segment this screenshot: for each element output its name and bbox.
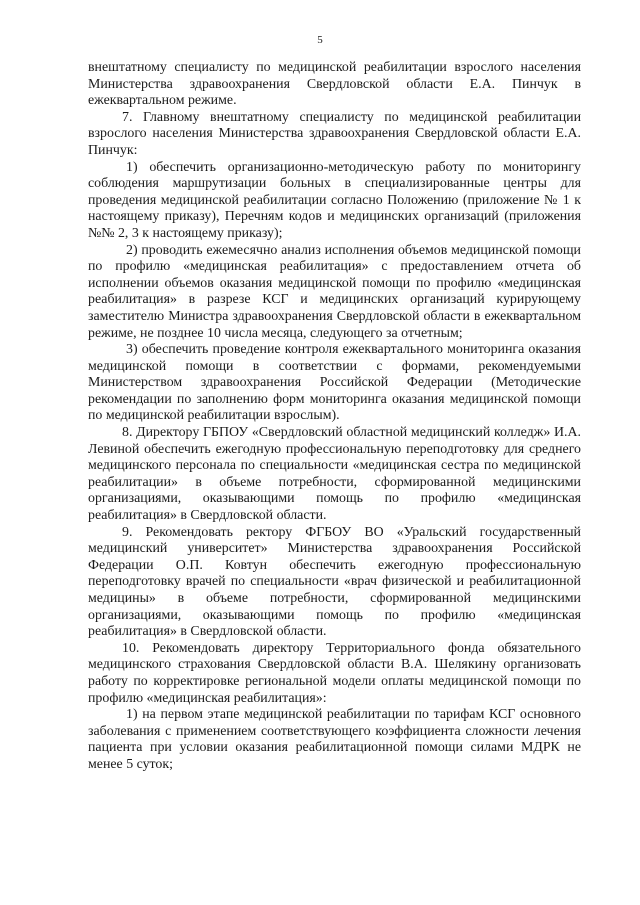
paragraph-7: 7. Главному внештатному специалисту по медицинской реабилитации взрослого населения Министерства здравоохранения Свердловской области Е.А. Пинчук: xyxy=(88,109,581,158)
document-body xyxy=(88,60,581,774)
paragraph-6-continuation: внештатному специалисту по медицинской реабилитации взрослого населения Министерства здравоохранения Свердловской области Е.А. Пинчук в ежеквартальном режиме. xyxy=(88,60,581,109)
paragraph-9: 9. Рекомендовать ректору ФГБОУ ВО «Уральский государственный медицинский университет» Министерства здравоохранения Российской Федерации О.П. Ковтун обеспечить ежегодную профессиональную переподготовку врачей по специальности «врач физической и реабилитационной медицины» в объеме потребности, сформированной медицинскими организациями, оказывающими помощь по профилю «медицинская реабилитация» в Свердловской области. xyxy=(88,524,581,640)
page-number: 5 xyxy=(317,34,323,46)
paragraph-8: 8. Директору ГБПОУ «Свердловский областной медицинский колледж» И.А. Левиной обеспечить ежегодную профессиональную переподготовку для среднего медицинского персонала по специальности «медицинская сестра по медицинской реабилитации» в объеме потребности, сформированной медицинскими организациями, оказывающими помощь по профилю «медицинская реабилитация» в Свердловской области. xyxy=(88,425,581,524)
paragraph-10: 10. Рекомендовать директору Территориального фонда обязательного медицинского страхования Свердловской области В.А. Шелякину организовать работу по корректировке региональной модели оплаты медицинской помощи по профилю «медицинская реабилитация»: xyxy=(88,640,581,706)
paragraph-7-item-2: 2) проводить ежемесячно анализ исполнения объемов медицинской помощи по профилю «медицинская реабилитация» с предоставлением отчета об исполнении объемов оказания медицинской помощи по профилю «медицинская реабилитация» в разрезе КСГ и медицинских организаций курирующему заместителю Министра здравоохранения Свердловской области в ежеквартальном режиме, не позднее 10 числа месяца, следующего за отчетным; xyxy=(88,242,581,341)
paragraph-7-item-3: 3) обеспечить проведение контроля ежеквартального мониторинга оказания медицинской помощи в соответствии с формами, рекомендуемыми Министерством здравоохранения Российской Федерации (Методические рекомендации по заполнению форм мониторинга оказания медицинской помощи по медицинской реабилитации взрослым). xyxy=(88,342,581,424)
paragraph-7-item-1: 1) обеспечить организационно-методическую работу по мониторингу соблюдения маршрутизации больных в специализированные центры для проведения медицинской реабилитации согласно Положению (приложение № 1 к настоящему приказу), Перечням кодов и медицинских организаций (приложения №№ 2, 3 к настоящему приказу); xyxy=(88,159,581,241)
paragraph-10-item-1: 1) на первом этапе медицинской реабилитации по тарифам КСГ основного заболевания с применением соответствующего коэффициента сложности лечения пациента при условии оказания реабилитационной помощи силами МДРК не менее 5 суток; xyxy=(88,707,581,772)
